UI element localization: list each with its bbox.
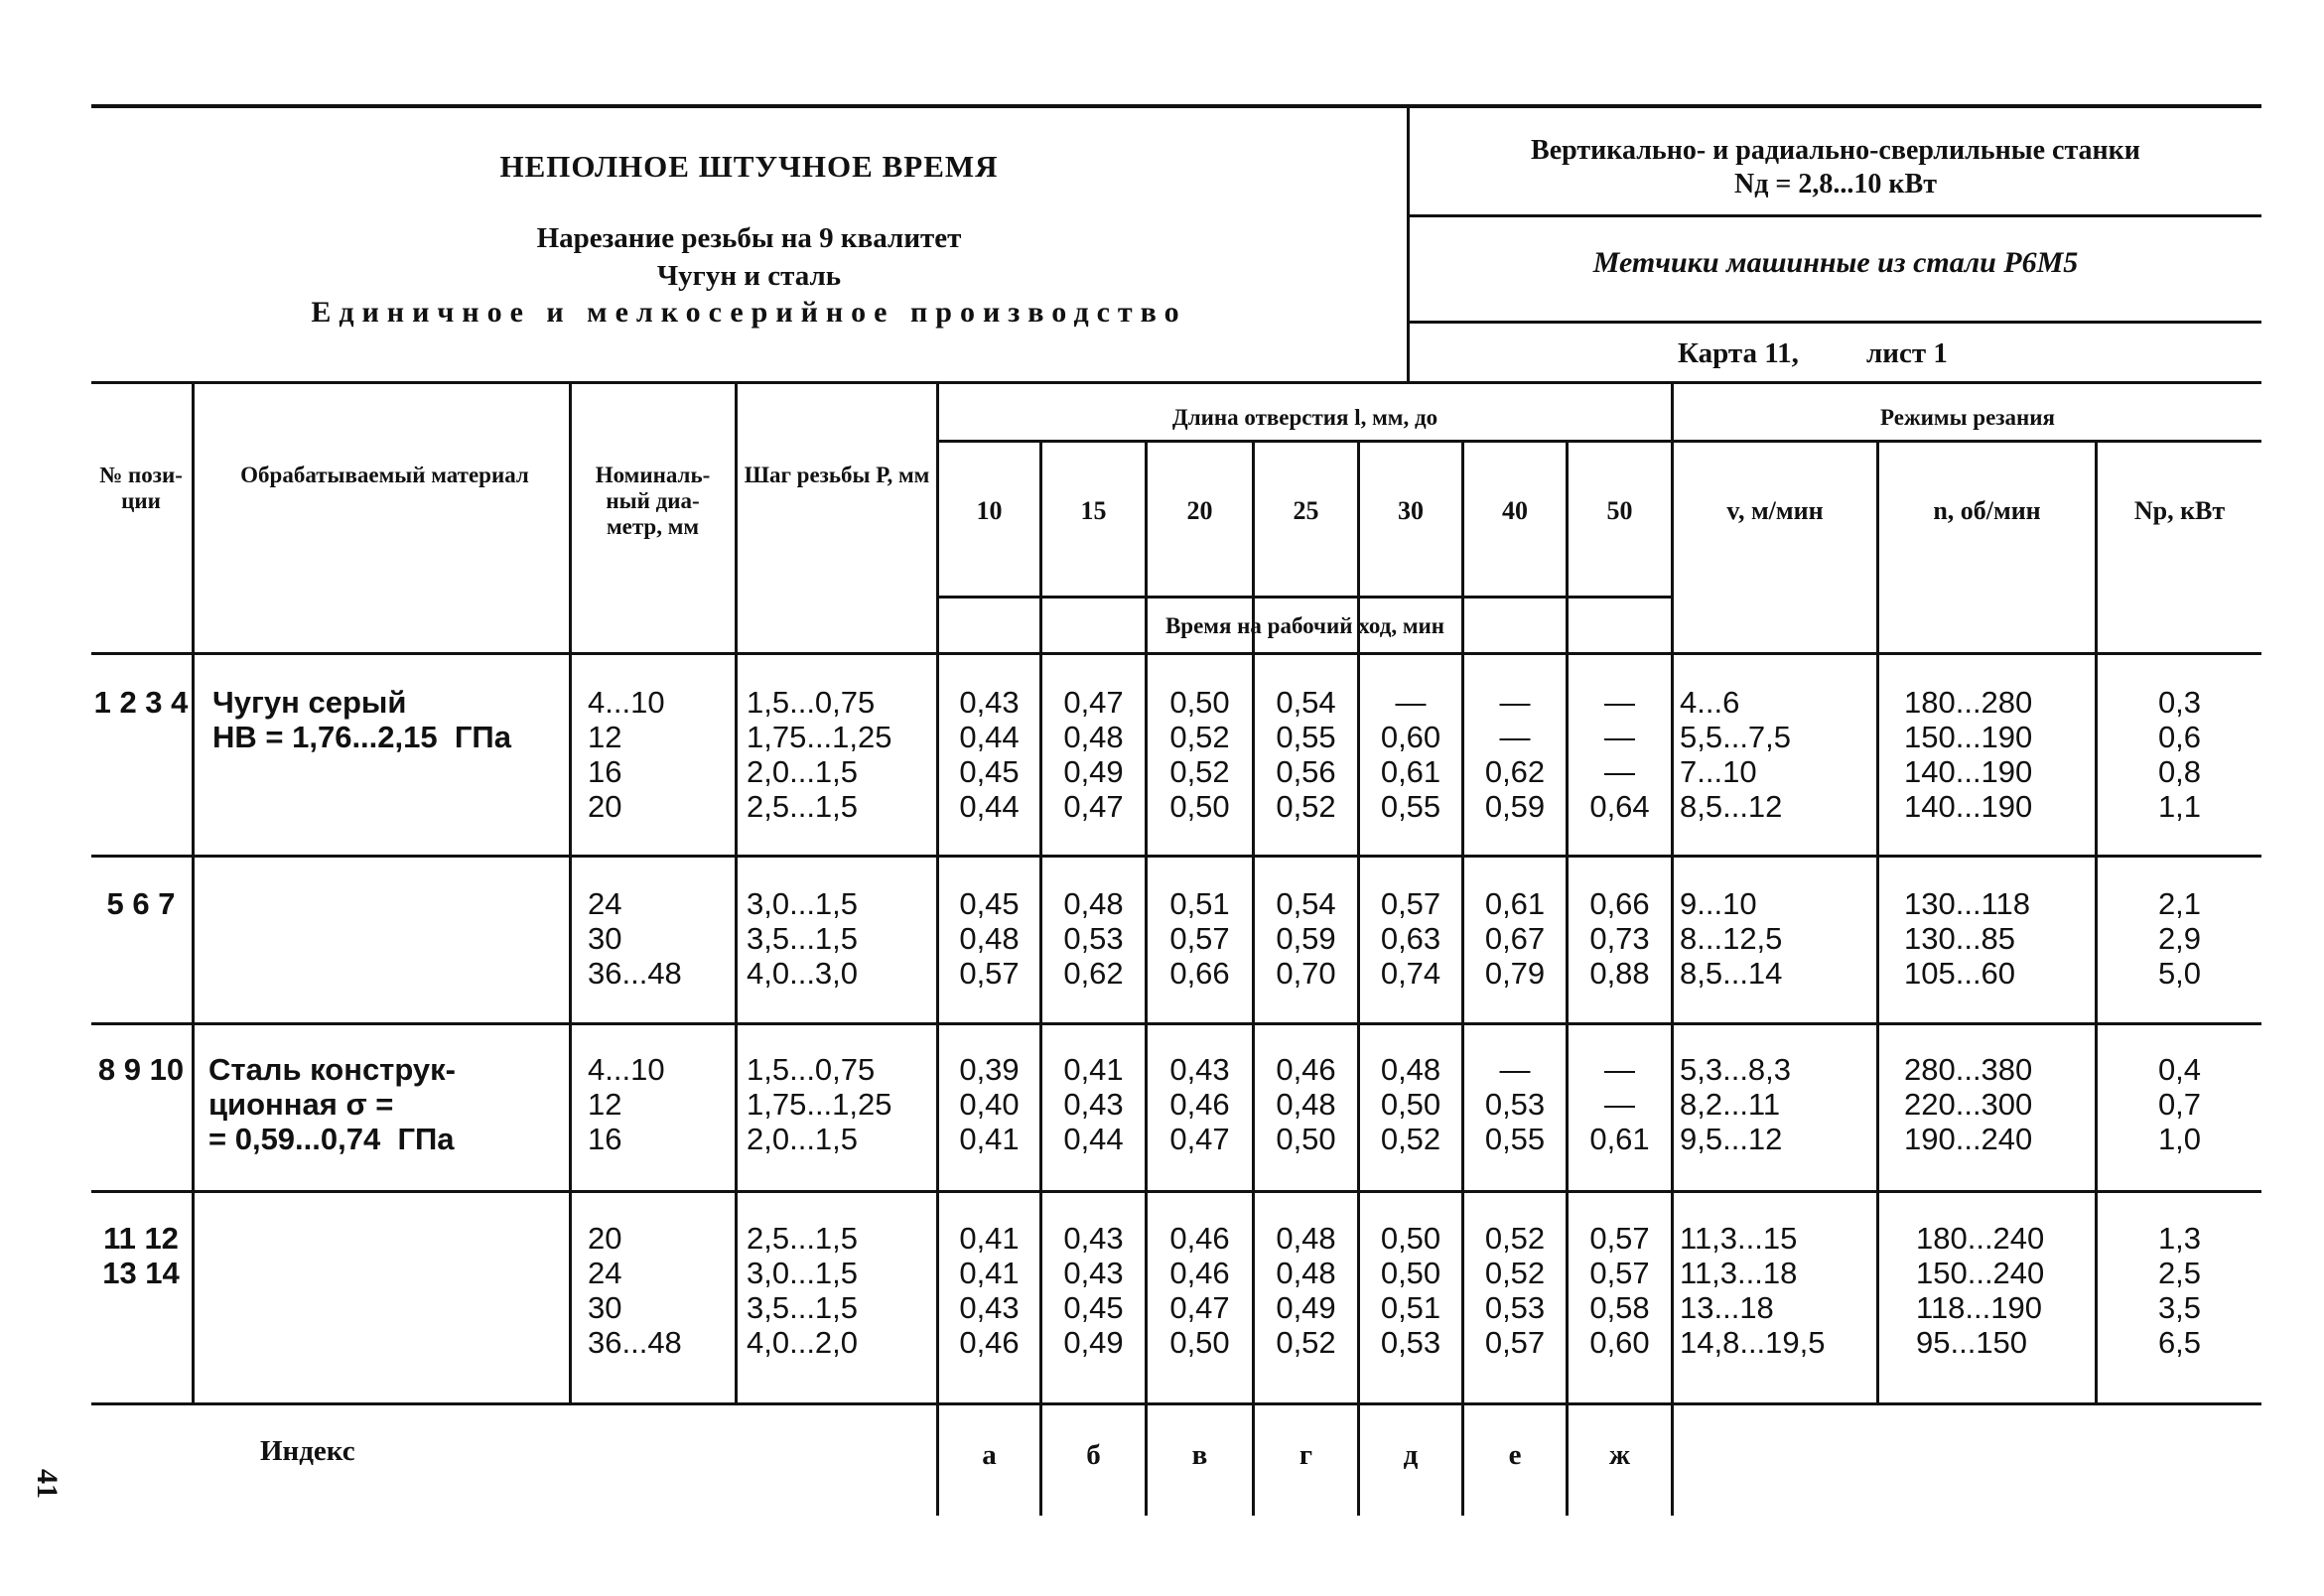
- page-number: 41: [31, 1469, 64, 1499]
- group-rule-2: [91, 1022, 2261, 1025]
- material-group-3: Сталь конструк- ционная σ = = 0,59...0,74 ГПа: [208, 1052, 456, 1156]
- length-15: 15: [1080, 496, 1107, 525]
- rpm-group-3: 280...380 220...300 190...240: [1904, 1052, 2033, 1156]
- col-header-speed: v, м/мин: [1726, 496, 1824, 525]
- diameter-group-2: 24 30 36...48: [588, 886, 682, 991]
- subtitle-production: Единичное и мелкосерийное производство: [311, 296, 1187, 329]
- col-header-rpm: n, об/мин: [1933, 496, 2041, 525]
- index-v: в: [1191, 1439, 1208, 1471]
- time-15-group-1: 0,47 0,48 0,49 0,47: [1063, 685, 1124, 824]
- positions-group-3: 8 9 10: [97, 1052, 185, 1087]
- speed-group-1: 4...6 5,5...7,5 7...10 8,5...12: [1680, 685, 1792, 824]
- length-50: 50: [1606, 496, 1633, 525]
- time-40-group-3: — 0,53 0,55: [1484, 1052, 1546, 1156]
- index-label: Индекс: [260, 1435, 355, 1467]
- time-15-group-4: 0,43 0,43 0,45 0,49: [1063, 1221, 1124, 1360]
- time-20-group-1: 0,50 0,52 0,52 0,50: [1169, 685, 1230, 824]
- time-20-group-3: 0,43 0,46 0,47: [1169, 1052, 1230, 1156]
- speed-group-4: 11,3...15 11,3...18 13...18 14,8...19,5: [1680, 1221, 1826, 1360]
- time-10-group-1: 0,43 0,44 0,45 0,44: [959, 685, 1020, 824]
- speed-group-2: 9...10 8...12,5 8,5...14: [1680, 886, 1783, 991]
- index-zh: ж: [1608, 1439, 1631, 1471]
- positions-group-2: 5 6 7: [106, 886, 176, 921]
- header-rule-2: [1410, 321, 2261, 324]
- pitch-group-1: 1,5...0,75 1,75...1,25 2,0...1,5 2,5...1,5: [747, 685, 892, 824]
- index-d: д: [1403, 1439, 1419, 1471]
- group-rule-1: [91, 855, 2261, 858]
- subtitle-materials: Чугун и сталь: [656, 260, 842, 292]
- length-30: 30: [1398, 496, 1424, 525]
- time-20-group-4: 0,46 0,46 0,47 0,50: [1169, 1221, 1230, 1360]
- header-rule-1: [1410, 214, 2261, 217]
- time-20-group-2: 0,51 0,57 0,66: [1169, 886, 1230, 991]
- table-bottom-rule: [91, 1402, 2261, 1405]
- col-line-3: [735, 384, 738, 1403]
- time-25-group-1: 0,54 0,55 0,56 0,52: [1276, 685, 1336, 824]
- col-header-pitch: Шаг резьбы Р, мм: [744, 463, 930, 487]
- col-header-material: Обрабатываемый материал: [240, 463, 529, 487]
- col-header-position: № пози- ции: [99, 463, 183, 513]
- index-g: г: [1299, 1439, 1313, 1471]
- time-10-group-3: 0,39 0,40 0,41: [959, 1052, 1020, 1156]
- time-40-group-4: 0,52 0,52 0,53 0,57: [1484, 1221, 1546, 1360]
- col-line-1: [192, 384, 195, 1403]
- col-line-11: [1671, 384, 1674, 1516]
- time-50-group-2: 0,66 0,73 0,88: [1589, 886, 1650, 991]
- pitch-group-2: 3,0...1,5 3,5...1,5 4,0...3,0: [747, 886, 859, 991]
- index-b: б: [1086, 1439, 1101, 1471]
- diameter-group-4: 20 24 30 36...48: [588, 1221, 682, 1360]
- col-group-time: Время на рабочий ход, мин: [1164, 613, 1445, 638]
- speed-group-3: 5,3...8,3 8,2...11 9,5...12: [1680, 1052, 1792, 1156]
- tools-label: Метчики машинные из стали Р6М5: [1592, 246, 2079, 279]
- time-15-group-2: 0,48 0,53 0,62: [1063, 886, 1124, 991]
- col-group-modes: Режимы резания: [1880, 405, 2055, 430]
- time-group-rule: [938, 596, 1671, 598]
- material-group-1: Чугун серый НВ = 1,76...2,15 ГПа: [212, 685, 511, 754]
- length-40: 40: [1502, 496, 1528, 525]
- subtitle-threading: Нарезание резьбы на 9 квалитет: [536, 222, 962, 254]
- pitch-group-3: 1,5...0,75 1,75...1,25 2,0...1,5: [747, 1052, 892, 1156]
- rpm-group-4: 180...240 150...240 118...190 95...150: [1916, 1221, 2045, 1360]
- time-10-group-2: 0,45 0,48 0,57: [959, 886, 1020, 991]
- power-group-1: 0,3 0,6 0,8 1,1: [2157, 685, 2202, 824]
- top-rule: [91, 104, 2261, 108]
- positions-group-1: 1 2 3 4: [93, 685, 189, 720]
- time-40-group-2: 0,61 0,67 0,79: [1484, 886, 1546, 991]
- index-a: а: [982, 1439, 997, 1471]
- time-25-group-3: 0,46 0,48 0,50: [1276, 1052, 1336, 1156]
- length-25: 25: [1293, 496, 1319, 525]
- col-header-diameter: Номиналь- ный диа- метр, мм: [595, 463, 711, 539]
- header-bottom-rule: [91, 652, 2261, 655]
- time-10-group-4: 0,41 0,41 0,43 0,46: [959, 1221, 1020, 1360]
- length-10: 10: [976, 496, 1003, 525]
- time-30-group-4: 0,50 0,50 0,51 0,53: [1380, 1221, 1441, 1360]
- time-50-group-1: — — — 0,64: [1589, 685, 1650, 824]
- group-rule-3: [91, 1190, 2261, 1193]
- time-30-group-1: — 0,60 0,61 0,55: [1380, 685, 1441, 824]
- positions-group-4: 11 12 13 14: [102, 1221, 180, 1290]
- diameter-group-3: 4...10 12 16: [588, 1052, 665, 1156]
- sheet-label: лист 1: [1866, 337, 1948, 369]
- length-20: 20: [1186, 496, 1213, 525]
- pitch-group-4: 2,5...1,5 3,0...1,5 3,5...1,5 4,0...2,0: [747, 1221, 859, 1360]
- power-group-2: 2,1 2,9 5,0: [2157, 886, 2202, 991]
- time-40-group-1: — — 0,62 0,59: [1484, 685, 1546, 824]
- index-e: е: [1508, 1439, 1522, 1471]
- time-50-group-3: — — 0,61: [1589, 1052, 1650, 1156]
- time-15-group-3: 0,41 0,43 0,44: [1063, 1052, 1124, 1156]
- modes-group-rule: [1674, 440, 2261, 443]
- time-30-group-3: 0,48 0,50 0,52: [1380, 1052, 1441, 1156]
- rpm-group-2: 130...118 130...85 105...60: [1904, 886, 2030, 991]
- power-group-3: 0,4 0,7 1,0: [2157, 1052, 2202, 1156]
- time-25-group-4: 0,48 0,48 0,49 0,52: [1276, 1221, 1336, 1360]
- machines-line1: Вертикально- и радиально-сверлильные станки: [1531, 135, 2140, 166]
- power-group-4: 1,3 2,5 3,5 6,5: [2157, 1221, 2202, 1360]
- time-50-group-4: 0,57 0,57 0,58 0,60: [1589, 1221, 1650, 1360]
- time-30-group-2: 0,57 0,63 0,74: [1380, 886, 1441, 991]
- col-group-length: Длина отверстия l, мм, до: [1171, 405, 1438, 430]
- machines-line2: Nд = 2,8...10 кВт: [1734, 169, 1937, 200]
- col-line-2: [569, 384, 572, 1403]
- rpm-group-1: 180...280 150...190 140...190 140...190: [1904, 685, 2033, 824]
- diameter-group-1: 4...10 12 16 20: [588, 685, 665, 824]
- col-line-12: [1876, 443, 1879, 1403]
- col-header-power: Nр, кВт: [2133, 496, 2226, 525]
- time-25-group-2: 0,54 0,59 0,70: [1276, 886, 1336, 991]
- table-top-rule: [91, 381, 2261, 384]
- card-label: Карта 11,: [1678, 337, 1799, 369]
- page-title: НЕПОЛНОЕ ШТУЧНОЕ ВРЕМЯ: [499, 149, 999, 184]
- length-group-rule: [938, 440, 1671, 443]
